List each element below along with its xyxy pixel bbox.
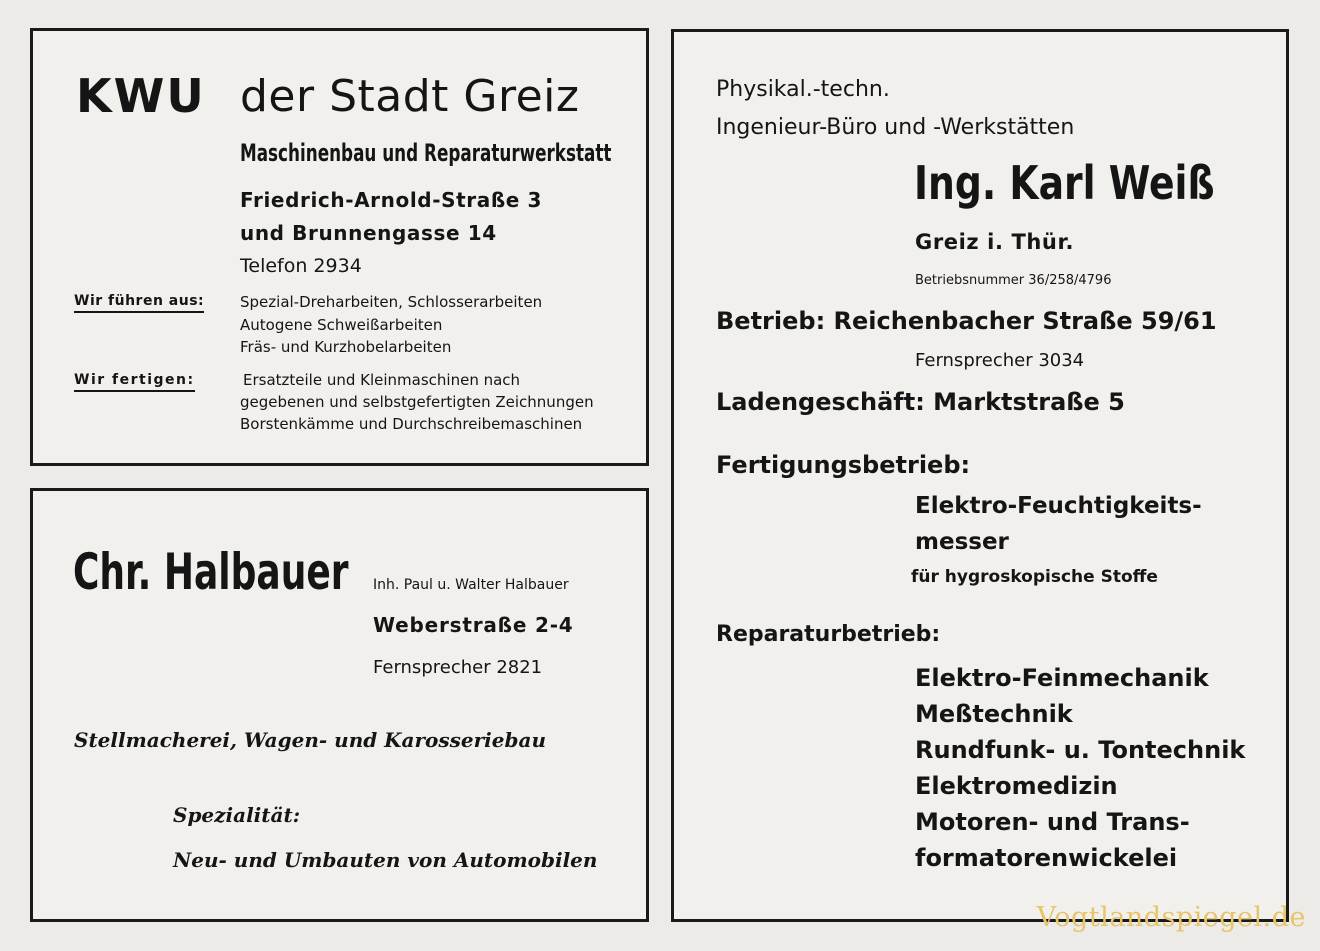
weiss-production-line1: Elektro-Feuchtigkeits-	[915, 493, 1202, 519]
kwu-product-item: Ersatzteile und Kleinmaschinen nach	[243, 371, 521, 389]
weiss-repair-item: Elektromedizin	[915, 772, 1118, 800]
kwu-title: der Stadt Greiz	[240, 71, 580, 122]
weiss-repair-item: formatorenwickelei	[915, 844, 1178, 872]
kwu-service-item: Spezial-Dreharbeiten, Schlosserarbeiten	[240, 293, 543, 311]
kwu-product-item: Borstenkämme und Durchschreibemaschinen	[240, 415, 583, 433]
halbauer-name: Chr. Halbauer	[73, 543, 349, 601]
weiss-city: Greiz i. Thür.	[915, 230, 1075, 254]
weiss-production-line3: für hygroskopische Stoffe	[911, 567, 1158, 587]
kwu-address-line1: Friedrich-Arnold-Straße 3	[240, 188, 543, 212]
kwu-services-label: Wir führen aus:	[74, 293, 204, 313]
halbauer-phone: Fernsprecher 2821	[373, 657, 543, 678]
kwu-products-label: Wir fertigen:	[74, 372, 195, 392]
halbauer-specialty-label: Spezialität:	[173, 803, 301, 827]
weiss-repair-item: Rundfunk- u. Tontechnik	[915, 736, 1246, 764]
kwu-brand: KWU	[76, 69, 206, 123]
weiss-company-number: Betriebsnummer 36/258/4796	[915, 273, 1112, 288]
halbauer-owners: Inh. Paul u. Walter Halbauer	[373, 577, 569, 593]
halbauer-address: Weberstraße 2-4	[373, 613, 574, 637]
weiss-repair-label: Reparaturbetrieb:	[716, 622, 941, 647]
weiss-production-label: Fertigungsbetrieb:	[716, 451, 971, 479]
weiss-repair-item: Elektro-Feinmechanik	[915, 664, 1209, 692]
weiss-header-line2: Ingenieur-Büro und -Werkstätten	[716, 115, 1075, 140]
halbauer-trades: Stellmacherei, Wagen- und Karosseriebau	[74, 728, 546, 752]
weiss-advertisement	[671, 29, 1289, 922]
kwu-advertisement	[30, 28, 649, 466]
kwu-product-item: gegebenen und selbstgefertigten Zeichnungen	[240, 393, 594, 411]
watermark: Vogtlandspiegel.de	[1036, 902, 1306, 933]
weiss-plant-phone: Fernsprecher 3034	[915, 350, 1085, 371]
weiss-repair-item: Meßtechnik	[915, 700, 1073, 728]
kwu-address-line2: und Brunnengasse 14	[240, 221, 497, 245]
kwu-subtitle: Maschinenbau und Reparaturwerkstatt	[240, 139, 612, 167]
weiss-production-line2: messer	[915, 529, 1009, 555]
weiss-plant: Betrieb: Reichenbacher Straße 59/61	[716, 307, 1217, 335]
kwu-service-item: Fräs- und Kurzhobelarbeiten	[240, 338, 452, 356]
kwu-phone: Telefon 2934	[240, 255, 362, 277]
weiss-repair-item: Motoren- und Trans-	[915, 808, 1190, 836]
weiss-header-line1: Physikal.-techn.	[716, 77, 890, 102]
halbauer-advertisement	[30, 488, 649, 922]
weiss-name: Ing. Karl Weiß	[914, 156, 1215, 210]
kwu-service-item: Autogene Schweißarbeiten	[240, 316, 443, 334]
weiss-shop: Ladengeschäft: Marktstraße 5	[716, 388, 1125, 416]
halbauer-specialty: Neu- und Umbauten von Automobilen	[173, 848, 598, 872]
